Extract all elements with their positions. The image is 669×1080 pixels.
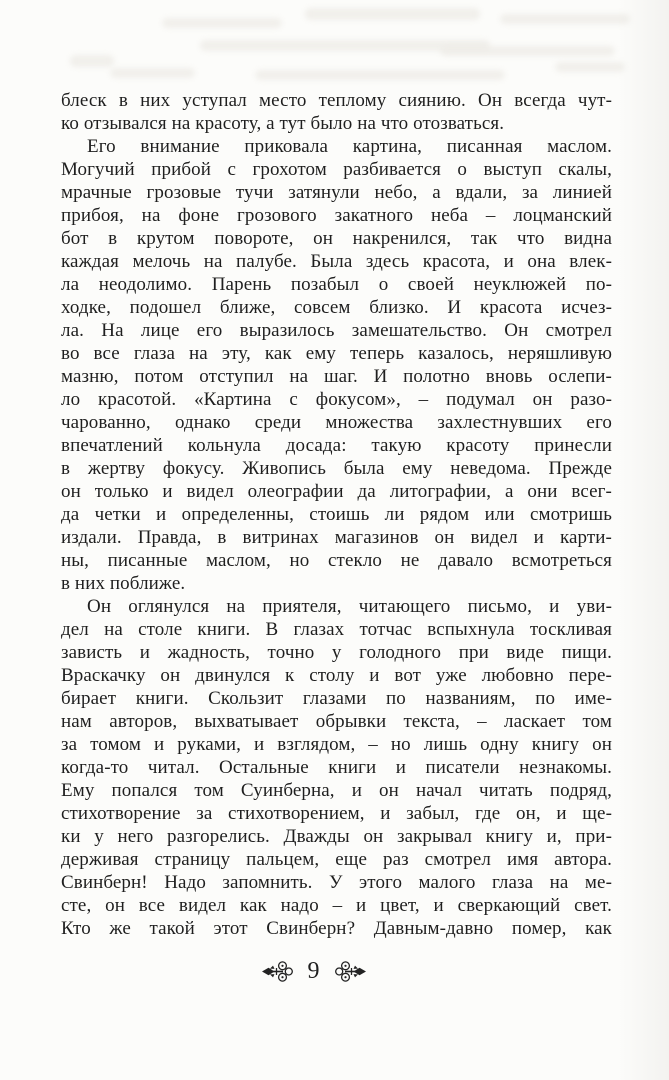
text-line: чарованно, однако среди множества захлестнувших его: [61, 412, 612, 433]
text-line: стихотворение за стихотворением, и забыл, где он, и ще-: [61, 803, 612, 824]
page-number: 9: [307, 958, 320, 984]
text-line: бот в крутом повороте, он накренился, так что видна: [61, 228, 612, 249]
text-line: дел на столе книги. В глазах тотчас вспыхнула тоскливая: [61, 619, 612, 640]
text-line: ко отзывался на красоту, а тут было на что отозваться.: [61, 113, 505, 134]
text-line: ла. На лице его выразилось замешательство. Он смотрел: [61, 320, 612, 341]
text-line: Могучий прибой с грохотом разбивается о выступ скалы,: [61, 159, 612, 180]
text-line: ла неодолимо. Парень позабыл о своей неуклюжей по-: [61, 274, 612, 295]
fleuron-right-icon: [335, 960, 366, 983]
text-line: да четки и определенны, стоишь ли рядом или смотришь: [61, 504, 612, 525]
text-line: мрачные грозовые тучи затянули небо, а вдали, за линией: [61, 182, 612, 203]
text-line: мазню, потом отступил на шаг. И полотно вновь ослепи-: [61, 366, 612, 387]
text-line: впечатлений кольнула досада: такую красоту принесли: [61, 435, 612, 456]
text-line: ны, писанные маслом, но стекло не давало всмотреться: [61, 550, 612, 571]
text-line: ходке, подошел ближе, совсем близко. И красота исчез-: [61, 297, 612, 318]
text-line: ло красотой. «Картина с фокусом», – подумал он разо-: [61, 389, 612, 410]
fleuron-left-icon: [262, 960, 293, 983]
text-line: Свинберн! Надо запомнить. У этого малого глаза на ме-: [61, 872, 612, 893]
text-line: Он оглянулся на приятеля, читающего письмо, и уви-: [87, 596, 612, 617]
scan-edge-shadow: [617, 0, 669, 1080]
page-footer: [0, 954, 648, 988]
text-line: во все глаза на эту, как ему теперь казалось, неряшливую: [61, 343, 612, 364]
text-line: сте, он все видел как надо – и цвет, и сверкающий свет.: [61, 895, 612, 916]
text-line: когда-то читал. Остальные книги и писатели незнакомы.: [61, 757, 612, 778]
text-line: в жертву фокусу. Живопись была ему неведома. Прежде: [61, 458, 612, 479]
text-line: Враскачку он двинулся к столу и вот уже любовно пере-: [61, 665, 612, 686]
text-block: [61, 89, 612, 940]
text-line: блеск в них уступал место теплому сиянию. Он всегда чут-: [61, 90, 612, 111]
text-line: бирает книги. Скользит глазами по названиям, по име-: [61, 688, 612, 709]
text-line: каждая мелочь на палубе. Была здесь красота, и она влек-: [61, 251, 612, 272]
text-line: за томом и руками, и взглядом, – но лишь одну книгу он: [61, 734, 612, 755]
text-line: прибоя, на фоне грозового закатного неба – лоцманский: [61, 205, 612, 226]
text-line: нам авторов, выхватывает обрывки текста, – ласкает том: [61, 711, 612, 732]
text-line: ки у него разгорелись. Дважды он закрывал книгу и, при-: [61, 826, 612, 847]
text-line: Кто же такой этот Свинберн? Давным-давно помер, как: [61, 918, 612, 939]
text-line: держивая страницу пальцем, еще раз смотрел имя автора.: [61, 849, 612, 870]
text-line: Ему попался том Суинберна, и он начал читать подряд,: [61, 780, 612, 801]
text-line: издали. Правда, в витринах магазинов он видел и карти-: [61, 527, 612, 548]
text-line: Его внимание приковала картина, писанная маслом.: [87, 136, 612, 157]
text-line: зависть и жадность, точно у голодного при виде пищи.: [61, 642, 612, 663]
text-line: в них поближе.: [61, 573, 186, 594]
text-line: он только и видел олеографии да литографии, а они всег-: [61, 481, 612, 502]
